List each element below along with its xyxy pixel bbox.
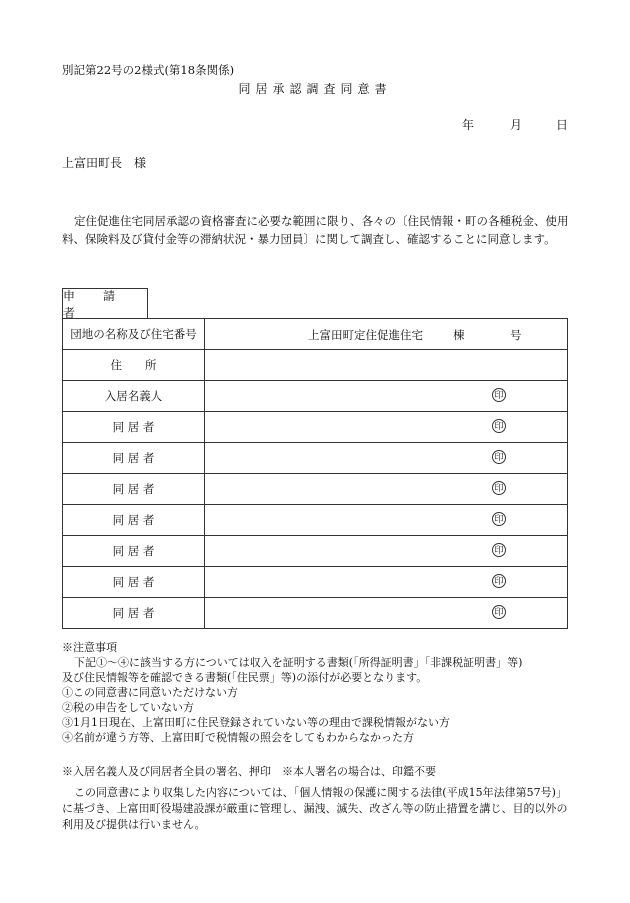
- tenant-field[interactable]: [205, 381, 568, 412]
- table-row-tenant: [63, 381, 568, 412]
- notes-heading: ※注意事項: [62, 641, 117, 654]
- seal-icon: 印: [492, 543, 506, 557]
- table-row-cohabitant: [63, 474, 568, 505]
- seal-icon: 印: [492, 388, 506, 402]
- unit-number-label: 号: [510, 328, 522, 342]
- notes-line: ①この同意書に同意いただけない方: [62, 686, 238, 699]
- seal-icon: 印: [492, 450, 506, 464]
- seal-icon: 印: [492, 481, 506, 495]
- address-label: 住 所: [63, 350, 205, 381]
- housing-name-field[interactable]: [205, 319, 568, 350]
- table-row-cohabitant: [63, 412, 568, 443]
- cohabitant-field[interactable]: [205, 598, 568, 629]
- cohabitant-label: 同 居 者: [63, 505, 205, 536]
- table-row-cohabitant: [63, 567, 568, 598]
- table-row-cohabitant: [63, 505, 568, 536]
- seal-icon: 印: [492, 574, 506, 588]
- cohabitant-label: 同 居 者: [63, 536, 205, 567]
- privacy-text: この同意書により収集した内容については、「個人情報の保護に関する法律(平成15年法律第57号)」に基づき、上富田町役場建設課が厳重に管理し、漏洩、滅失、改ざん等の防止措置を講じ、目的以外の利用及び提供は行いません。: [62, 786, 568, 831]
- table-row-cohabitant: [63, 443, 568, 474]
- notes-line: ③1月1日現在、上富田町に住民登録されていない等の理由で課税情報がない方: [62, 716, 450, 729]
- cohabitant-label: 同 居 者: [63, 598, 205, 629]
- form-reference: 別記第22号の2様式(第18条関係): [62, 63, 235, 77]
- cohabitant-field[interactable]: [205, 567, 568, 598]
- date-year-label: 年: [462, 118, 475, 132]
- notes-line: ②税の申告をしていない方: [62, 701, 194, 714]
- cohabitant-field[interactable]: [205, 412, 568, 443]
- notes-line: ④名前が違う方等、上富田町で税情報の照会をしてもわからなかった方: [62, 731, 414, 744]
- cohabitant-label: 同 居 者: [63, 474, 205, 505]
- cohabitant-field[interactable]: [205, 505, 568, 536]
- seal-icon: 印: [492, 419, 506, 433]
- seal-icon: 印: [492, 512, 506, 526]
- addressee: 上富田町長 様: [62, 156, 147, 170]
- housing-name-label: 団地の名称及び住宅番号: [63, 319, 205, 350]
- table-row-address: [63, 350, 568, 381]
- table-row-cohabitant: [63, 598, 568, 629]
- date-month-label: 月: [510, 118, 523, 132]
- notes-line: 下記①〜④に該当する方については収入を証明する書類(「所得証明書」「非課税証明書」等): [74, 656, 523, 669]
- cohabitant-field[interactable]: [205, 536, 568, 567]
- cohabitant-label: 同 居 者: [63, 567, 205, 598]
- tenant-label: 入居名義人: [63, 381, 205, 412]
- notes-section: [62, 640, 577, 745]
- applicant-label: 申 請 者: [62, 288, 148, 318]
- signature-note: ※入居名義人及び同居者全員の署名、押印 ※本人署名の場合は、印鑑不要: [62, 765, 436, 778]
- table-row-header: [63, 319, 568, 350]
- cohabitant-field[interactable]: [205, 474, 568, 505]
- address-field[interactable]: [205, 350, 568, 381]
- housing-name-text: 上富田町定住促進住宅: [308, 328, 423, 342]
- cohabitant-label: 同 居 者: [63, 412, 205, 443]
- consent-text: 定住促進住宅同居承認の資格審査に必要な範囲に限り、各々の〔住民情報・町の各種税金、使用料、保険料及び貸付金等の滞納状況・暴力団員〕に関して調査し、確認することに同意します。: [62, 214, 569, 246]
- cohabitant-label: 同 居 者: [63, 443, 205, 474]
- date-day-label: 日: [556, 118, 569, 132]
- table-row-cohabitant: [63, 536, 568, 567]
- building-label: 棟: [453, 328, 465, 342]
- seal-icon: 印: [492, 605, 506, 619]
- page-title: 同居承認調査同意書: [238, 82, 392, 96]
- applicant-table: [62, 318, 568, 629]
- cohabitant-field[interactable]: [205, 443, 568, 474]
- notes-line: 及び住民情報等を確認できる書類(「住民票」等)の添付が必要となります。: [62, 671, 428, 684]
